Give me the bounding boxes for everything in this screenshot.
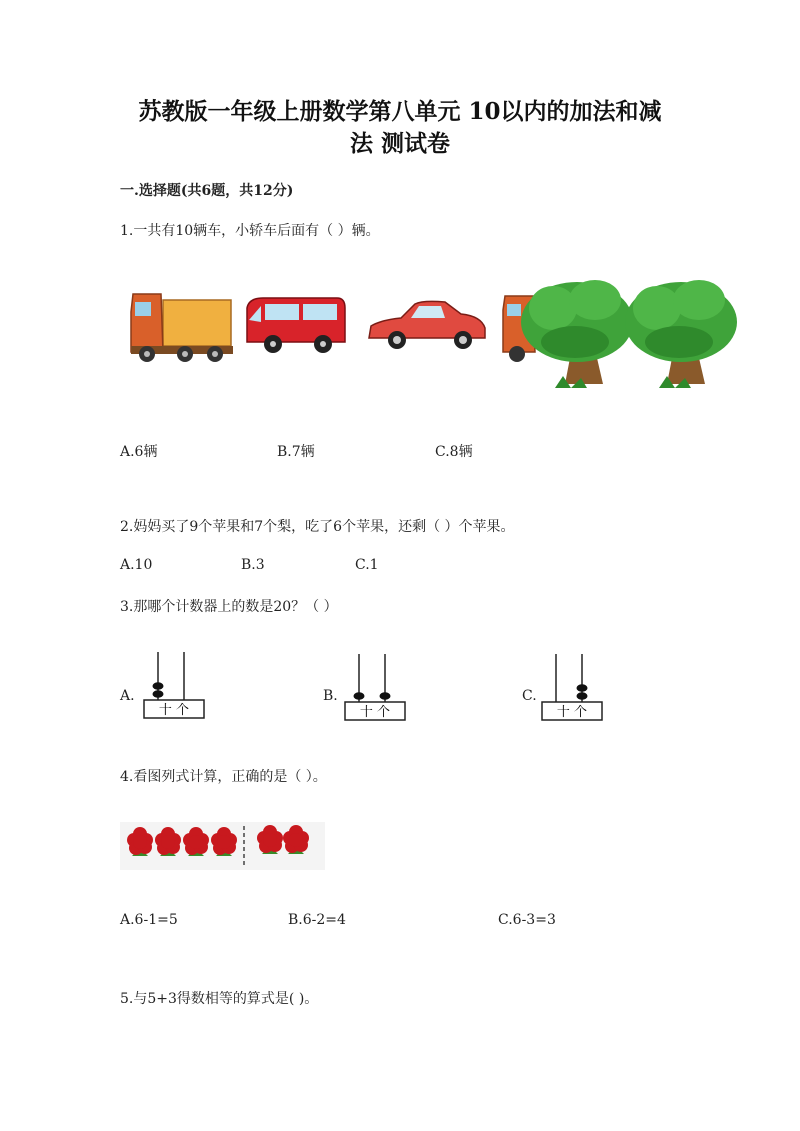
- q3-option-b[interactable]: B.: [323, 688, 338, 704]
- q3-option-a[interactable]: A.: [120, 688, 135, 704]
- page-title: [80, 96, 720, 160]
- abacus-c: [540, 650, 606, 722]
- abacus-b-label: 十 个: [359, 705, 391, 720]
- q1-option-b[interactable]: B.7辆: [277, 444, 315, 460]
- abacus-c-label: 十 个: [556, 705, 588, 720]
- title-line-2: 法 测试卷: [349, 130, 450, 157]
- flower-3: [211, 827, 237, 856]
- flower-0: [127, 827, 153, 856]
- flowers-image: [120, 822, 325, 870]
- q1-option-a[interactable]: A.6辆: [120, 444, 158, 460]
- flower-4: [257, 825, 283, 854]
- car: [369, 301, 485, 349]
- abacus-a: [142, 648, 208, 720]
- bus: [247, 298, 345, 353]
- q4-option-b[interactable]: B.6-2=4: [288, 912, 346, 928]
- question-4-text: 4.看图列式计算，正确的是（ ）。: [120, 769, 327, 785]
- q2-option-b[interactable]: B.3: [241, 557, 265, 573]
- q4-option-c[interactable]: C.6-3=3: [498, 912, 556, 928]
- tree-1: [521, 280, 633, 388]
- q2-option-c[interactable]: C.1: [355, 557, 379, 573]
- abacus-a-label: 十 个: [158, 703, 190, 718]
- flower-2: [183, 827, 209, 856]
- question-2-text: 2.妈妈买了9个苹果和7个梨，吃了6个苹果，还剩（ ）个苹果。: [120, 519, 515, 535]
- q3-option-c[interactable]: C.: [522, 688, 537, 704]
- question-5-text: 5.与5+3得数相等的算式是( )。: [120, 991, 319, 1007]
- q2-option-a[interactable]: A.10: [120, 557, 153, 573]
- q1-option-c[interactable]: C.8辆: [435, 444, 473, 460]
- section-heading: 一.选择题(共6题，共12分): [120, 183, 294, 199]
- q4-option-a[interactable]: A.6-1=5: [120, 912, 178, 928]
- tree-2: [625, 280, 737, 388]
- truck-1: [131, 294, 233, 362]
- flower-5: [283, 825, 309, 854]
- abacus-b: [343, 650, 409, 722]
- question-1-text: 1.一共有10辆车，小轿车后面有（ ）辆。: [120, 223, 380, 239]
- title-line-1: 苏教版一年级上册数学第八单元 10以内的加法和减: [138, 98, 662, 125]
- vehicles-and-trees-image: [125, 272, 745, 402]
- question-3-text: 3.那哪个计数器上的数是20？（ ）: [120, 599, 338, 615]
- flower-1: [155, 827, 181, 856]
